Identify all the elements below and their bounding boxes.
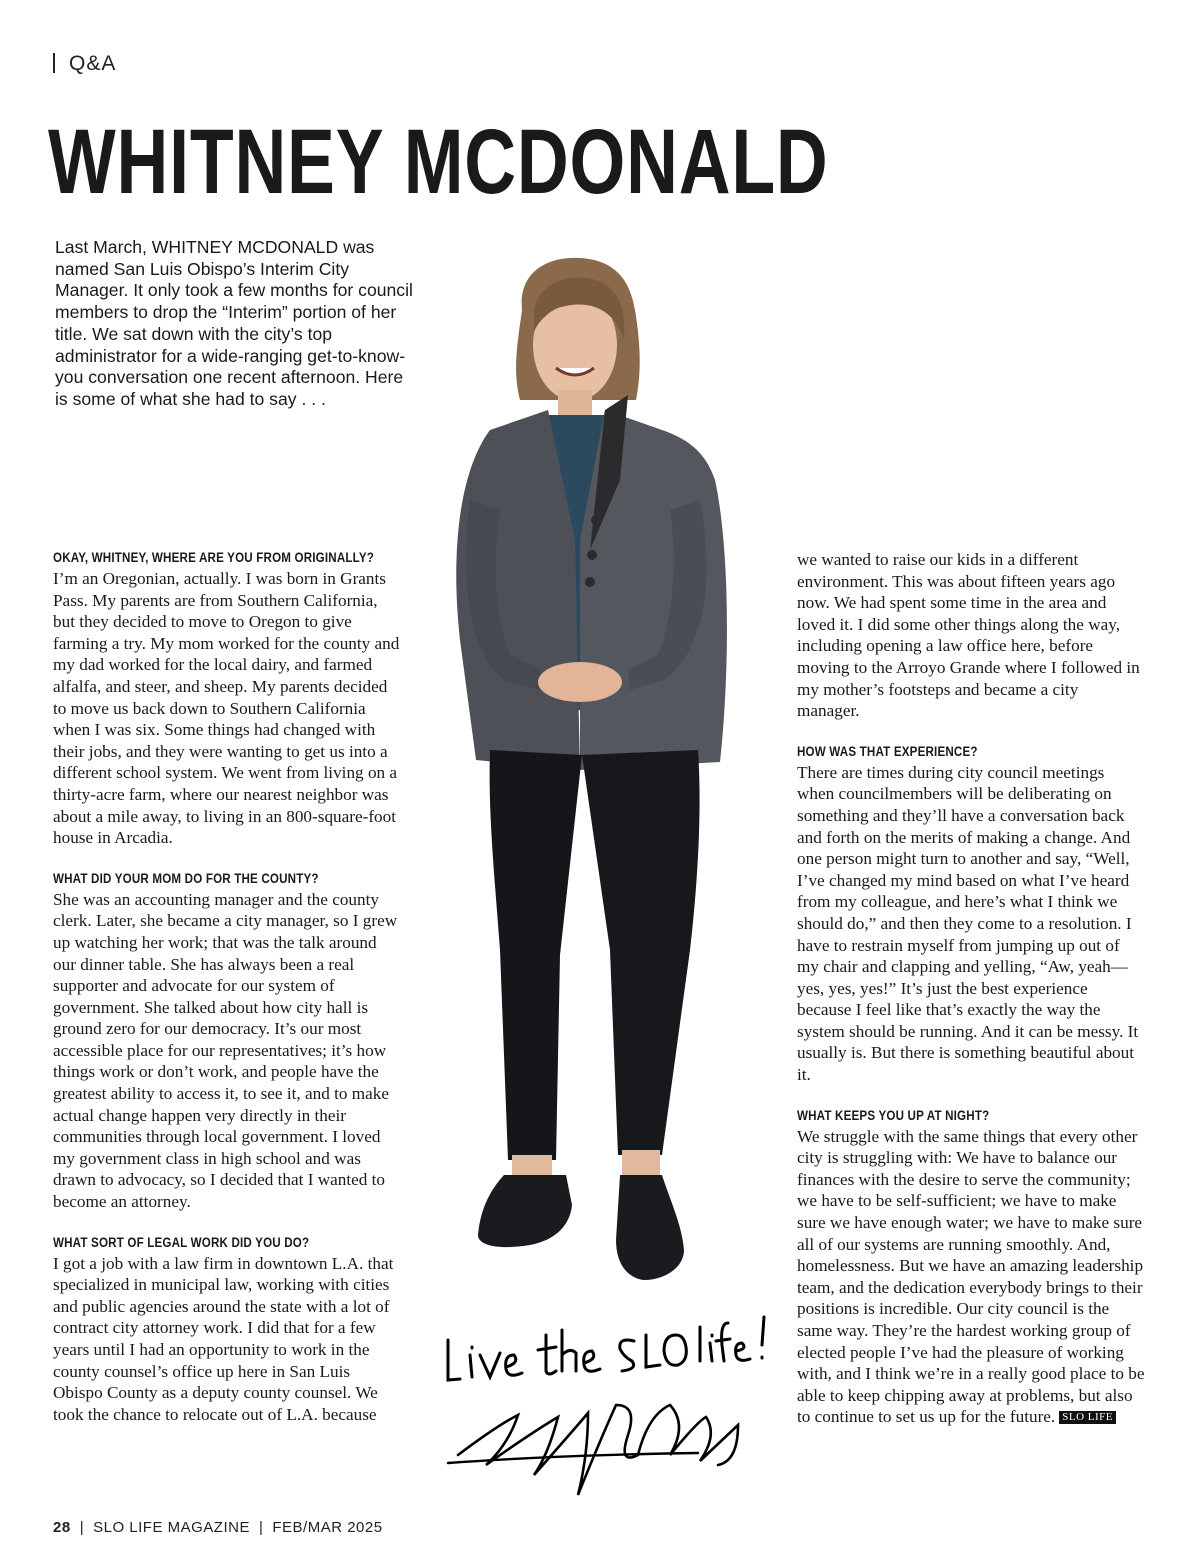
issue-date: FEB/MAR 2025	[272, 1519, 383, 1536]
footer-separator: |	[79, 1519, 85, 1536]
answer-text-continued: we wanted to raise our kids in a different environment. This was about fifteen years ago now. We had spent some time in the area and loved it. I did some other things along the way, including opening a law office here, before moving to the Arroyo Grande where I followed in my mother’s footsteps and became a city manager.	[797, 550, 1140, 721]
article-title: WHITNEY MCDONALD	[48, 111, 829, 213]
section-tag	[53, 52, 116, 76]
answer-text: She was an accounting manager and the county clerk. Later, she became a city manager, so I grew up watching her work; that was the talk around our dinner table. She has always been a real supporter and advocate for our system of government. She talked about how city hall is ground zero for our democracy. It’s our most accessible place for our representatives; it’s how things work or don’t work, and people have the greatest ability to access it, to see it, and to make actual change happen very directly in their communities through local government. I loved my government class in high school and was drawn to advocacy, so I decided that I wanted to become an attorney.	[53, 889, 398, 1212]
answer-body: We struggle with the same things that every other city is struggling with: We have to balance our finances with the desire to serve the community; we have to be self-sufficient; we have to make sure we have enough water; we have to make sure all of our systems are running smoothly. And, homelessness. But we have an amazing leadership team, and the dedication everybody brings to their positions is incredible. Our city council is the same way. They’re the hardest working group of elected people I’ve had the pleasure of working with, and I think we’re in a really good place to be able to keep chipping away at problems, but also to continue to set us up for the future.	[797, 1126, 1145, 1427]
question-heading: HOW WAS THAT EXPERIENCE?	[797, 743, 978, 759]
end-mark: SLO LIFE	[1059, 1411, 1116, 1424]
answer-text: I got a job with a law firm in downtown L.A. that specialized in municipal law, working with cities and public agencies around the state with a lot of contract city attorney work. I did that for a few years until I had an opportunity to work in the county counsel’s office up here in San Luis Obispo County as a deputy county counsel. We took the chance to relocate out of L.A. because	[53, 1253, 394, 1424]
magazine-name: SLO LIFE MAGAZINE	[93, 1519, 250, 1536]
page-number: 28	[53, 1519, 71, 1536]
intro-paragraph: Last March, WHITNEY MCDONALD was named San Luis Obispo’s Interim City Manager. It only took a few months for council members to drop the “Interim” portion of her title. We sat down with the city’s top administrator for a wide-ranging get-to-know-you conversation one recent afternoon. Here is some of what she had to say . . .	[55, 237, 413, 409]
answer-text: I’m an Oregonian, actually. I was born in Grants Pass. My parents are from Southern California, but they decided to move to Oregon to give farming a try. My mom worked for the county and my dad worked for the local dairy, and farmed alfalfa, and steer, and sheep. My parents decided to move us back down to Southern California when I was six. Some things had changed with their jobs, and they were wanting to get us into a different school system. We went from living on a thirty-acre farm, where our nearest neighbor was about a mile away, to living in an 800-square-foot house in Arcadia.	[53, 569, 400, 848]
question-heading: WHAT KEEPS YOU UP AT NIGHT?	[797, 1107, 990, 1123]
answer-text: There are times during city council meetings when councilmembers will be deliberating on something and they’ll have a conversation back and forth on the merits of making a change. And one person might turn to another and say, “Well, I’ve changed my mind based on what I’ve heard from my colleague, and here’s what I think we should do,” and then they come to a resolution. I have to restrain myself from jumping up out of my chair and clapping and yelling, “Aw, yeah—yes, yes, yes!” It’s just the best experience because I feel like that’s exactly the way the system should be running. And it can be messy. It usually is. But there is something beautiful about it.	[797, 762, 1139, 1085]
footer-separator: |	[258, 1519, 264, 1536]
section-label: Q&A	[69, 52, 117, 75]
question-heading: WHAT SORT OF LEGAL WORK DID YOU DO?	[53, 1234, 310, 1250]
handwritten-note	[438, 1305, 778, 1505]
question-heading: WHAT DID YOUR MOM DO FOR THE COUNTY?	[53, 870, 319, 886]
section-divider	[53, 53, 55, 73]
page-footer	[53, 1519, 383, 1536]
question-heading: OKAY, WHITNEY, WHERE ARE YOU FROM ORIGINALLY?	[53, 550, 375, 565]
answer-text	[797, 1126, 1145, 1428]
portrait-photo	[430, 250, 780, 1300]
left-column	[53, 548, 403, 1425]
right-column	[797, 549, 1145, 1428]
